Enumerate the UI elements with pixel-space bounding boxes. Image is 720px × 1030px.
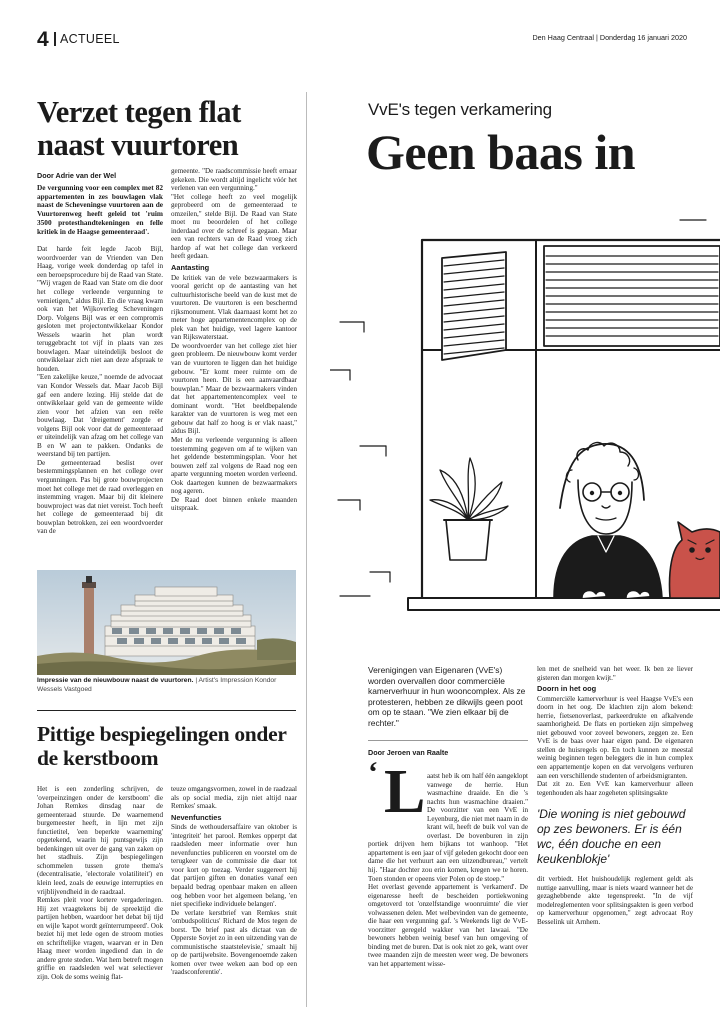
article3-pullquote: 'Die woning is niet gebouwd op zes bewoners. Er is één wc, één douche en een keukenblokje' [537, 807, 686, 867]
photo-caption-text: Impressie van de nieuwbouw naast de vuurtoren. [37, 677, 194, 684]
article3-headline: Geen baas in [366, 124, 636, 180]
page-header [37, 30, 687, 52]
article3-intro: Verenigingen van Eigenaren (VvE's) worden overvallen door commerciële kamerverhuur in hun wooncomplex. Als ze protesteren, hebben ze dikwijls geen poot om op te staan. "We zien elkaar bij de rechter." [368, 665, 526, 728]
article1-lead: De vergunning voor een complex met 82 appartementen in zes bouwlagen vlak naast de Scheveningse vuurtoren aan de Vuurtorenweg heeft geleid tot 'ruim 3500 protesthandtekeningen en felle kritiek in de Haagse gemeenteraad'. [37, 183, 163, 236]
article1-byline: Door Adrie van der Wel [37, 171, 117, 180]
article3-col1 [368, 772, 528, 969]
photo-caption [37, 677, 297, 694]
article2-headline: Pittige bespiegelingen onder de kerstboom [37, 722, 287, 770]
article1-headline: Verzet tegen flat naast vuurtoren [37, 95, 241, 162]
article2-subhead: Nevenfuncties [171, 812, 222, 822]
article1-subhead: Aantasting [171, 263, 210, 273]
window-grandma-cat-illustration [330, 200, 720, 660]
article2-col1: Het is een zonderling schrijven, de 'overpeinzingen onder de kerstboom' die Johan Remkes dinsdag naar de gemeenteraad stuurde. De waarnemend burgemeester heeft, in lijn met zijn functietitel, 'een beperkte waarneming' opgetekend, waarin hij puntsgewijs zijn bedenkingen uit over de gang van zaken op het stadhuis. Zijn bespiegelingen schommelen tussen grote thema's (decentralisatie, 'electorale volatiliteit') en klein leed, zoals de eeuwige interrupties en vrijblijvendheid in de raadzaal. Remkes pleit voor kortere vergaderingen. Hij zet vraagtekens bij de spreektijd die partijen hebben, waardoor het debat bij tijd en wijle 'kapot wordt geïnterrumpeerd'. Ook beziet hij met lede ogen de stroom moties en schriftelijke vragen, waarvan er in Den Haag meer worden ingediend dan in de andere grote steden. Wat hem betreft mogen griffie en raadsleden wel wat selectiever zijn. Ook de soms weinig flat- [37, 785, 163, 982]
paper-info: Den Haag Centraal | Donderdag 16 januari 2020 [532, 33, 687, 42]
article1-col2 [171, 167, 297, 513]
article3-byline: Door Jeroen van Raalte [368, 748, 449, 757]
article3-col2 [537, 665, 693, 926]
article2-col2-p2: Sinds de wethoudersaffaire van oktober is 'integriteit' het parool. Remkes opperpt dat raadsleden meer informatie over hun nevenfuncties publiceren en voorstel om de terugkeer van de commissie die daar tot voor kort op toezag. Verder suggereert hij dat partijen giften en donaties vanaf een bepaald bedrag openbaar maken en alleen oog hebben voor het algemeen belang, 'en niet specifieke individuele belangen'. De verlate kerstbrief van Remkes stuit 'ombudspoliticus' Richard de Mos tegen de borst. 'De brief past als dictaat van de Opperste Sovjet zo in een uitzending van de communistische staatstelevisie,' smaalt hij op de partijwebsite. Bovengenoemde zaken komen over twee weken aan bod op een 'raadsconferentie'. [171, 823, 297, 977]
photo-caption-credit: | Artist's Impression Kondor Wessels Vastgoed [37, 677, 277, 693]
lighthouse-apartment-photo [37, 570, 296, 675]
article3-col2-p2: Commerciële kamerverhuur is veel Haagse VvE's een doorn in het oog. De klachten zijn alom bekend: herrie, fietsenoverlast, parkeerdrukte en afkalvende saamhorigheid. De flats en portieken zijn simpelweg niet gebouwd voor zoveel bewoners, zeggen ze. Een VvE is de baas over haar eigen pand. De eigenaren stellen de huisregels op. En toch kunnen ze meestal weinig beginnen tegen beleggers die in hun complex een appartementje kopen en dat vervolgens verhuren aan een verschillende studenten of arbeidsmigranten. Dat zit zo. Een VvE kan kamerverhuur alleen tegenhouden als haar zogeheten splitsingsakte [537, 694, 693, 797]
article-divider [37, 710, 296, 711]
article1-col1 [37, 184, 163, 536]
column-rule [306, 92, 307, 1007]
article1-col2-p1: gemeente. "De raadscommissie heeft ernaar gekeken. Die wordt altijd ingelicht vóór het verlenen van een vergunning." "Het college heeft zo veel mogelijk geprobeerd om de gemeenteraad te omzeilen," stelde Bijl. De Raad van State moet nu beoordelen of het college inderdaad over de schreef is gegaan. Maar een van rechters van de Raad vroeg zich hardop af wat het college dan verkeerd heeft gedaan. [171, 167, 297, 261]
article3-col2-p3: dit verbiedt. Het huishoudelijk reglement geldt als nuttige aanvulling, maar is niets waard wanneer het de gezaghebbende akte tegenspreekt. "In de vijf modelreglementen voor splitsingsakten is geen verbod op kamerverhuur opgenomen," zegt advocaat Roy Besselink uit Arnhem. [537, 875, 693, 926]
article3-col2-p1: len met de snelheid van het weer. Ik ben ze liever gisteren dan morgen kwijt." [537, 665, 693, 682]
page-number: 4 [37, 28, 49, 51]
article2-col2 [171, 785, 297, 977]
article3-byline-rule [368, 740, 528, 741]
article1-col2-p2: De kritiek van de vele bezwaarmakers is vooral gericht op de aantasting van het cultuurhistorische beeld van de kust met de vuurtoren. De vuurtoren is een beschermd rijksmonument. Vlak daarnaast komt het zo meter hoge appartementencomplex op de plek van het huidige, veel lagere kantoor van Rijkswaterstaat. De woordvoerder van het college ziet hier geen probleem. De nieuwbouw komt verder van de vuurtoren te liggen dan het huidige gebouw. "Er komt meer ruimte om de vuurtoren heen. Dit is een aanvaardbaar bouwplan." Maar de bezwaarmakers vinden dat het appartementencomplex veel te dominant wordt. "Het beeldbepalende karakter van de vuurtoren is weg met een gebouw dat half zo hoog is er vlak naast," aldus Bijl. Met de nu verleende vergunning is alleen toestemming gegeven om af te wijken van het geldende bestemmingsplan. Voor het bouwen zelf zal volgens de Raad nog een aparte vergunning moeten worden verleend. Ook daartegen kunnen de bezwaarmakers nog ageren. De Raad doet binnen enkele maanden uitspraak. [171, 273, 297, 513]
article1-col1-text: Dat harde feit legde Jacob Bijl, woordvoerder van de Vrienden van Den Haag, vorige week donderdag op tafel in een beroepsprocedure bij de Raad van State. "Wij vragen de Raad van State om die door het college verleende vergunning te vernietigen," aldus Bijl. En die vraag kwam ook van het Wijkoverleg Scheveningen Dorp. Volgens Bijl was er een compromis gesloten met projectontwikkelaar Kondor Wessels waarin het plan wordt teruggebracht tot vijf in plaats van zes bouwlagen. Maar uiteindelijk besloot de ontwikkelaar zich niet aan deze afspraak te houden. "Een zakelijke keuze," noemde de advocaat van Kondor Wessels dat. Maar Jacob Bijl gaf een andere lezing. Hij stelde dat de ontwikkelaar geld van de gemeente wilde zien voor het afzien van een reële bouwlaag. Dat 'dreigement' zorgde er volgens Bijl ook voor dat de gemeenteraad er uiteindelijk van afzag om het college van B en W aan te pakken. Ondanks de weerstand bij ten partijen. De gemeenteraad beslist over bestemmingsplannen en het college over vergunningen. Pas bij grote bouwprojecten moet het college met de raad overleggen en instemming vragen. Maar bij dit kleinere bouwproject was dat niet vereist. Toch heeft het college de gemeenteraad bij dit bouwplan betrokken, zei een woordvoerder van de [37, 245, 163, 536]
article3-kicker: VvE's tegen verkamering [368, 100, 552, 119]
article3-dropcap: L [384, 758, 426, 826]
article3-col1-text: aatst heb ik om half één aangeklopt vanwege de herrie. Hun wasmachine draaide. En die 's nachts hun wasmachine draaien." De voorzitter van een VvE in Leyenburg, die niet met naam in de krant wil, heeft de buik vol van de overlast. De bovenburen in zijn portiek drijven hem bijkans tot wanhoop. "Het appartement is een jaar of vijf geleden gekocht door een dame die het verhuurt aan een uitzendbureau," vertelt hij. "Haar dochter zou erin komen, kregen we te horen. Toen stonden er opeens vier Polen op de stoep." Het overlast gevende appartement is 'verkamerd'. De eigenaresse heeft de bescheiden portiekwoning omgetoverd tot 'onzelfstandige woonruimte' die vier volwassenen delen. Met welbevinden van de gemeente, die haar een vergunning gaf. 's Weekends ligt de VvE-voorzitter geregeld wakker van het lawaai. "De bewoners hebben weinig besef van hun omgeving of binding met de buren. Dat is ook niet zo gek, want over twee maanden zijn de meesten weer weg. De bewoners van het appartement wisse- [368, 772, 528, 969]
header-divider [54, 32, 56, 46]
dropcap-spacer [368, 772, 427, 832]
article3-dropcap-quote: ‘ [368, 756, 378, 789]
article2-col2-p1: teuze omgangsvormen, zowel in de raadzaal als op social media, zijn niet altijd naar Remkes' smaak. [171, 785, 297, 811]
article3-subhead: Doorn in het oog [537, 684, 597, 694]
section-label: ACTUEEL [60, 32, 120, 46]
